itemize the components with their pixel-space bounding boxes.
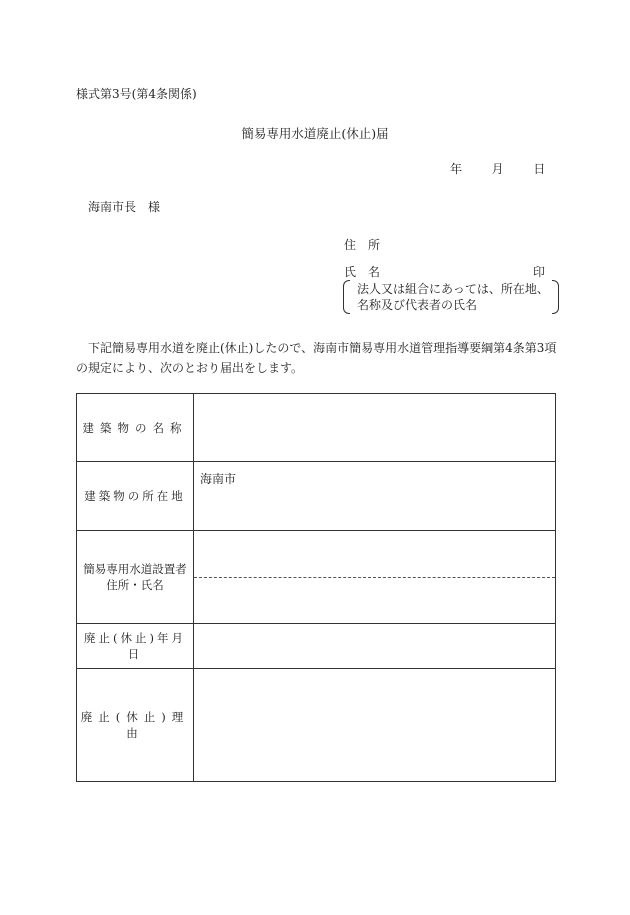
- note-line-1: 法人又は組合にあっては、所在地、: [357, 282, 549, 296]
- addressee: 海南市長 様: [88, 200, 161, 214]
- abolition-reason-field[interactable]: [194, 669, 556, 782]
- installer-label-line1: 簡易専用水道設置者: [83, 562, 187, 576]
- date-month: 月: [491, 162, 504, 176]
- abolition-date-label: 廃止(休止)年月日: [77, 624, 194, 669]
- building-name-label: 建築物の名称: [77, 394, 194, 462]
- note-line-2: 名称及び代表者の氏名: [357, 298, 478, 312]
- corporate-note-text: [357, 281, 549, 313]
- table-row: [77, 624, 556, 669]
- date-line: [450, 160, 545, 177]
- table-row: [77, 669, 556, 782]
- abolition-date-field[interactable]: [194, 624, 556, 669]
- date-year: 年: [450, 162, 463, 176]
- building-address-field[interactable]: 海南市: [194, 462, 556, 531]
- abolition-reason-label: 廃止(休止)理由: [77, 669, 194, 782]
- page-title: 簡易専用水道廃止(休止)届: [241, 126, 389, 141]
- left-bracket: [343, 280, 350, 314]
- installer-field: [194, 531, 556, 624]
- date-day: 日: [533, 162, 546, 176]
- notification-table: [76, 393, 556, 782]
- table-row: [77, 462, 556, 531]
- installer-label-line2: 住所・氏名: [106, 578, 164, 592]
- table-row: [77, 394, 556, 462]
- seal-mark: 印: [533, 265, 546, 279]
- installer-address-field[interactable]: [194, 531, 555, 578]
- form-number: 様式第3号(第4条関係): [76, 87, 197, 101]
- table-row: [77, 531, 556, 624]
- right-bracket: [552, 280, 559, 314]
- building-name-field[interactable]: [194, 394, 556, 462]
- name-label: 氏 名: [344, 265, 381, 279]
- installer-label: [77, 531, 194, 624]
- corporate-note: [351, 280, 551, 312]
- address-label: 住 所: [344, 238, 381, 252]
- body-text: 下記簡易専用水道を廃止(休止)したので、海南市簡易専用水道管理指導要綱第4条第3項の規定により、次のとおり届出をします。: [76, 341, 557, 375]
- installer-name-field[interactable]: [194, 578, 555, 623]
- building-address-label: 建築物の所在地: [77, 462, 194, 531]
